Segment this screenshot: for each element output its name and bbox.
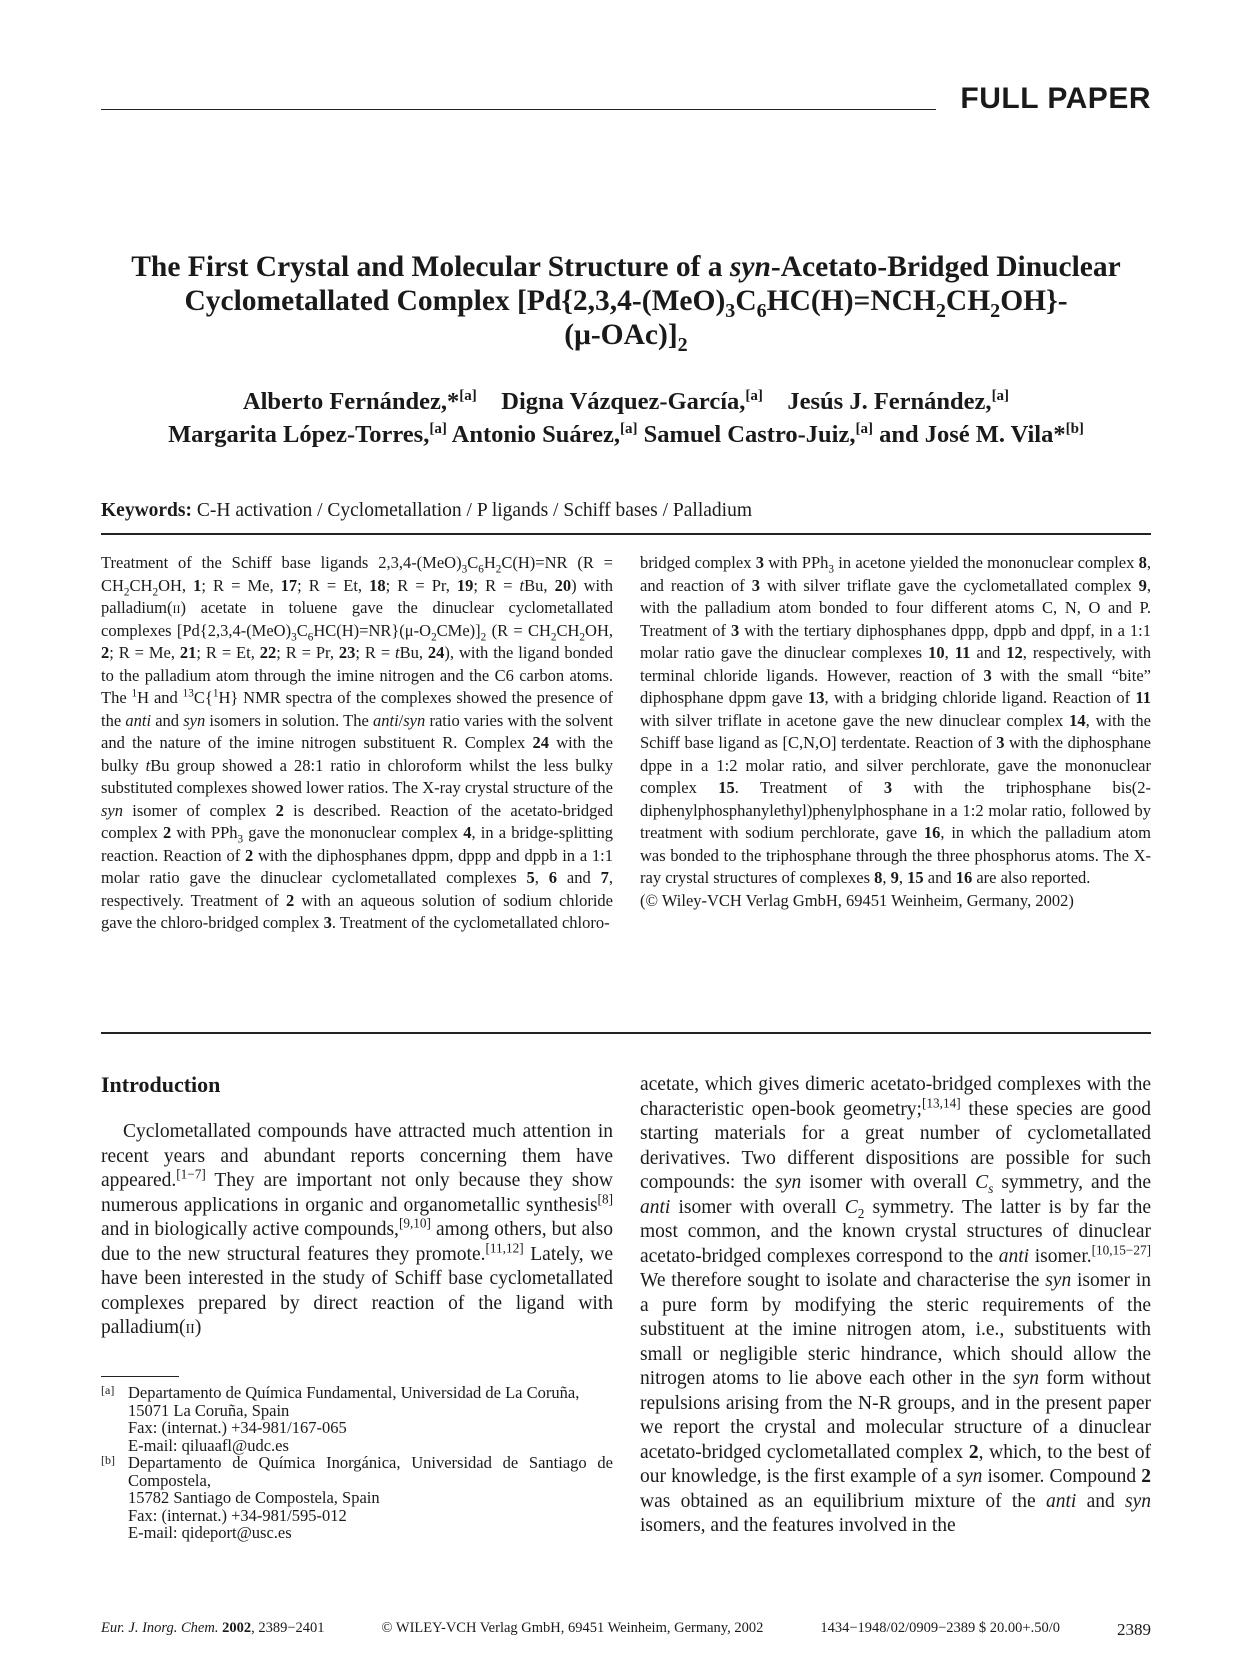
abstract-left-column: Treatment of the Schiff base ligands $2,3,4-(MeO)_3C_6H_2C(H)=NR$ ($R = CH_2CH_2OH$, 1; R = Me, 17; R = Et, 18; R = Pr, 19; R = tBu, 20) with palladium(ii) acetate in toluene gave the dinuclear cyclometallated complexes $[Pd\{2,3,4-(MeO)_3C_6HC(H)=NR\}(\mu-O_2CMe)]_2$ ($R = CH_2CH_2OH$, 2; R = Me, 21; R = Et, 22; R = Pr, 23; R = tBu, 24), with the ligand bonded to the palladium atom through the imine nitrogen and the C6 carbon atoms. The $^1$H and $^{13}$C{$^1$H} NMR spectra of the complexes showed the presence of the anti and syn isomers in solution. The anti/syn ratio varies with the solvent and the nature of the imine nitrogen substituent R. Complex 24 with the bulky tBu group showed a 28:1 ratio in chloroform whilst the less bulky substituted complexes showed lower ratios. The X-ray crystal structure of the syn isomer of complex 2 is described. Reaction of the acetato-bridged complex 2 with PPh$_3$ gave the mononuclear complex 4, in a bridge-splitting reaction. Reaction of 2 with the diphosphanes dppm, dppp and dppb in a 1:1 molar ratio gave the dinuclear cyclometallated complexes 5, 6 and 7, respectively. Treatment of 2 with an aqueous solution of sodium chloride gave the chloro-bridged complex 3. Treatment of the cyclometallated chloro-	[101, 553, 614, 932]
affiliation-footnotes	[101, 1384, 613, 1542]
footnote-rule	[101, 1376, 179, 1377]
footnote-a: [a] Departamento de Química Fundamental, Universidad de La Coruña, 15071 La Coruña, Spain Fax: (internat.) +34-981/167-065 E-mail: qiluaafl@udc.es	[101, 1383, 580, 1455]
title-line-3: $(\mu-OAc)]_2$	[564, 319, 688, 356]
author: Digna Vázquez-García,	[501, 388, 746, 415]
issn: 1434−1948/02/0909−2389 $ 20.00+.50/0	[820, 1620, 1060, 1636]
intro-right-column: acetate, which gives dimeric acetato-bridged complexes with the characteristic open-book geometry;[13,14] these species are good starting materials for a great number of cyclometallated derivatives. Two different dispositions are possible for such compounds: the syn isomer with overall $C_s$ symmetry, and the anti isomer with overall $C_2$ symmetry. The latter is by far the most common, and the known crystal structures of dinuclear acetato-bridged complexes correspond to the anti isomer.[10,15−27] We therefore sought to isolate and characterise the syn isomer in a pure form by modifying the steric requirements of the substituent at the imine nitrogen atom, i.e., substituents with small or negligible steric hindrance, which should allow the nitrogen atoms to lie above each other in the syn form without repulsions arising from the N-R groups, and in the present paper we report the crystal and molecular structure of a dinuclear acetato-bridged cyclometallated complex 2, which, to the best of our knowledge, is the first example of a syn isomer. Compound 2 was obtained as an equilibrium mixture of the anti and syn isomers, and the features involved in the	[640, 1074, 1152, 1536]
footer-copyright: © WILEY-VCH Verlag GmbH, 69451 Weinheim, Germany, 2002	[381, 1620, 764, 1636]
section-label: FULL PAPER	[960, 82, 1151, 115]
author: and José M. Vila*	[879, 421, 1066, 448]
journal-citation: Eur. J. Inorg. Chem. 2002, 2389−2401	[101, 1620, 325, 1636]
page-number: 2389	[1116, 1620, 1151, 1639]
page-footer	[101, 1620, 1151, 1640]
paper-title	[101, 250, 1151, 356]
author: Alberto Fernández,*	[242, 388, 460, 415]
keywords: Keywords: C-H activation / Cyclometallation / P ligands / Schiff bases / Palladium	[101, 500, 753, 521]
author: Margarita López-Torres,	[168, 421, 430, 448]
intro-left-column: Cyclometallated compounds have attracted much attention in recent years and abundant reports concerning them have appeared.[1−7] They are important not only because they show numerous applications in organic and organometallic synthesis[8] and in biologically active compounds,[9,10] among others, but also due to the new structural features they promote.[11,12] Lately, we have been interested in the study of Schiff base cyclometallated complexes prepared by direct reaction of the ligand with palladium(ii)	[101, 1121, 614, 1338]
page-header	[101, 80, 1151, 116]
author: Samuel Castro-Juiz,	[643, 421, 856, 448]
author: Antonio Suárez,	[451, 421, 620, 448]
author-list: Alberto Fernández,*[a] Digna Vázquez-García,[a] Jesús J. Fernández,[a] Margarita López-Torres,[a] Antonio Suárez,[a] Samuel Castro-Juiz,[a] and José M. Vila*[b]	[168, 387, 1084, 448]
title-line-1: The First Crystal and Molecular Structure of a syn-Acetato-Bridged Dinuclear	[131, 251, 1121, 283]
abstract-top-rule	[101, 533, 1151, 535]
abstract-bottom-rule	[101, 1032, 1151, 1034]
header-rule	[101, 109, 936, 110]
section-heading: Introduction	[101, 1072, 221, 1097]
abstract-right-column: bridged complex 3 with PPh$_3$ in acetone yielded the mononuclear complex 8, and reaction of 3 with silver triflate gave the cyclometallated complex 9, with the palladium atom bonded to four different atoms C, N, O and P. Treatment of 3 with the tertiary diphosphanes dppp, dppb and dppf, in a 1:1 molar ratio gave the dinuclear complexes 10, 11 and 12, respectively, with terminal chloride ligands. However, reaction of 3 with the small “bite” diphosphane dppm gave 13, with a bridging chloride ligand. Reaction of 11 with silver triflate in acetone gave the new dinuclear complex 14, with the Schiff base ligand as [C,N,O] terdentate. Reaction of 3 with the diphosphane dppe in a 1:2 molar ratio, and silver perchlorate, gave the mononuclear complex 15. Treatment of 3 with the triphosphane bis(2-diphenylphosphanylethyl)phenylphosphane in a 1:2 molar ratio, followed by treatment with sodium perchlorate, gave 16, in which the palladium atom was bonded to the triphosphane through the three phosphorus atoms. The X-ray crystal structures of complexes 8, 9, 15 and 16 are also reported. (© Wiley-VCH Verlag GmbH, 69451 Weinheim, Germany, 2002)	[640, 552, 1151, 1022]
title-line-2: Cyclometallated Complex [$Pd\{2,3,4-(MeO)_3C_6HC(H)=NCH_2CH_2OH\}-$	[184, 285, 1068, 322]
footnote-b: [b] Departamento de Química Inorgánica, Universidad de Santiago de Compostela, 15782 Santiago de Compostela, Spain Fax: (internat.) +34-981/595-012 E-mail: qideport@usc.es	[101, 1453, 613, 1542]
author: Jesús J. Fernández,	[787, 388, 992, 415]
abstract-copyright: (© Wiley-VCH Verlag GmbH, 69451 Weinheim, Germany, 2002)	[640, 890, 1074, 910]
